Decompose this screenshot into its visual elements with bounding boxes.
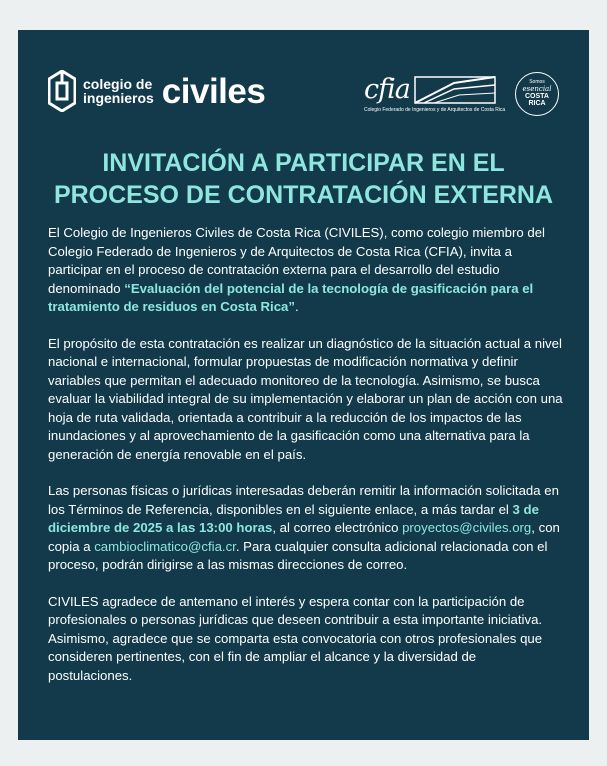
paragraph-intro — [48, 224, 563, 317]
cfia-logo — [364, 74, 504, 113]
invitation-card — [18, 30, 589, 740]
intro-text: El Colegio de Ingenieros Civiles de Costa Rica (CIVILES), como colegio miembro del Colegio Federado de Ingenieros y de Arquitectos de Costa Rica (CFIA), invita a participar en el proceso de contratación externa para el desarrollo del estudio denominado — [48, 225, 545, 296]
submission-text-2: , al correo electrónico — [272, 520, 403, 535]
cr-logo-line4: RICA — [528, 100, 546, 107]
cfia-logo-name: cfia — [364, 74, 410, 105]
paragraph-submission — [48, 482, 563, 575]
civiles-logo-line2: ingenieros — [83, 90, 154, 106]
cr-logo-line3: COSTA — [525, 93, 549, 100]
paragraph-thanks: CIVILES agradece de antemano el interés y espera contar con la participación de profesionales o personas jurídicas que deseen contribuir a esta importante iniciativa. Asimismo, agradece que se comparta esta convocatoria con otros profesionales que consideren pertinentes, con el fin de ampliar el alcance y la diversidad de postulaciones. — [48, 593, 543, 683]
title-line2: PROCESO DE CONTRATACIÓN EXTERNA — [53, 181, 554, 209]
email-proyectos-link[interactable]: proyectos@civiles.org — [402, 520, 532, 535]
cfia-logo-subtitle: Colegio Federado de Ingenieros y de Arquitectos de Costa Rica — [364, 107, 506, 113]
deadline: 3 de diciembre de 2025 a las 13:00 horas — [48, 501, 539, 535]
study-name: “Evaluación del potencial de la tecnología de gasificación para el tratamiento de residuos en Costa Rica” — [48, 280, 534, 314]
submission-text-4: . Para cualquier consulta adicional relacionada con el proceso, podrán dirigirse a las mismas direcciones de correo. — [48, 538, 548, 572]
civiles-logo-subtext — [83, 77, 154, 105]
intro-end: . — [294, 299, 299, 314]
cr-logo-line1: Somos — [529, 79, 545, 85]
email-cambioclimatico-link[interactable]: cambioclimatico@cfia.cr — [94, 538, 236, 554]
page-title — [38, 147, 569, 211]
invitation-body — [48, 224, 563, 703]
paragraph-purpose: El propósito de esta contratación es realizar un diagnóstico de la situación actual a nivel nacional e internacional, formular propuestas de modificación normativa y definir variables que permitan el adecuado monitoreo de la tecnología. Asimismo, se busca evaluar la viabilidad integral de su implementación y elaborar un plan de acción con una hoja de ruta validada, orientada a contribuir a la reducción de los impactos de las inundaciones y al aprovechamiento de la gasificación como una alternativa para la generación de energía renovable en el país. — [48, 335, 563, 462]
civiles-logo-name: civiles — [161, 71, 266, 111]
submission-text-1: Las personas físicas o jurídicas interesadas deberán remitir la información solicitada en los Términos de Referencia, disponibles en el siguiente enlace, a más tardar el — [48, 483, 559, 517]
cr-logo-line2: esencial — [522, 85, 552, 93]
submission-text-3: , con copia a — [48, 520, 560, 554]
costa-rica-logo — [515, 72, 559, 116]
title-line1: INVITACIÓN A PARTICIPAR EN EL — [102, 149, 505, 177]
civiles-logo-line1: colegio de — [83, 76, 153, 92]
cfia-bridge-icon — [414, 75, 496, 105]
civiles-logo — [48, 70, 265, 112]
civiles-hexagon-icon — [48, 70, 76, 112]
